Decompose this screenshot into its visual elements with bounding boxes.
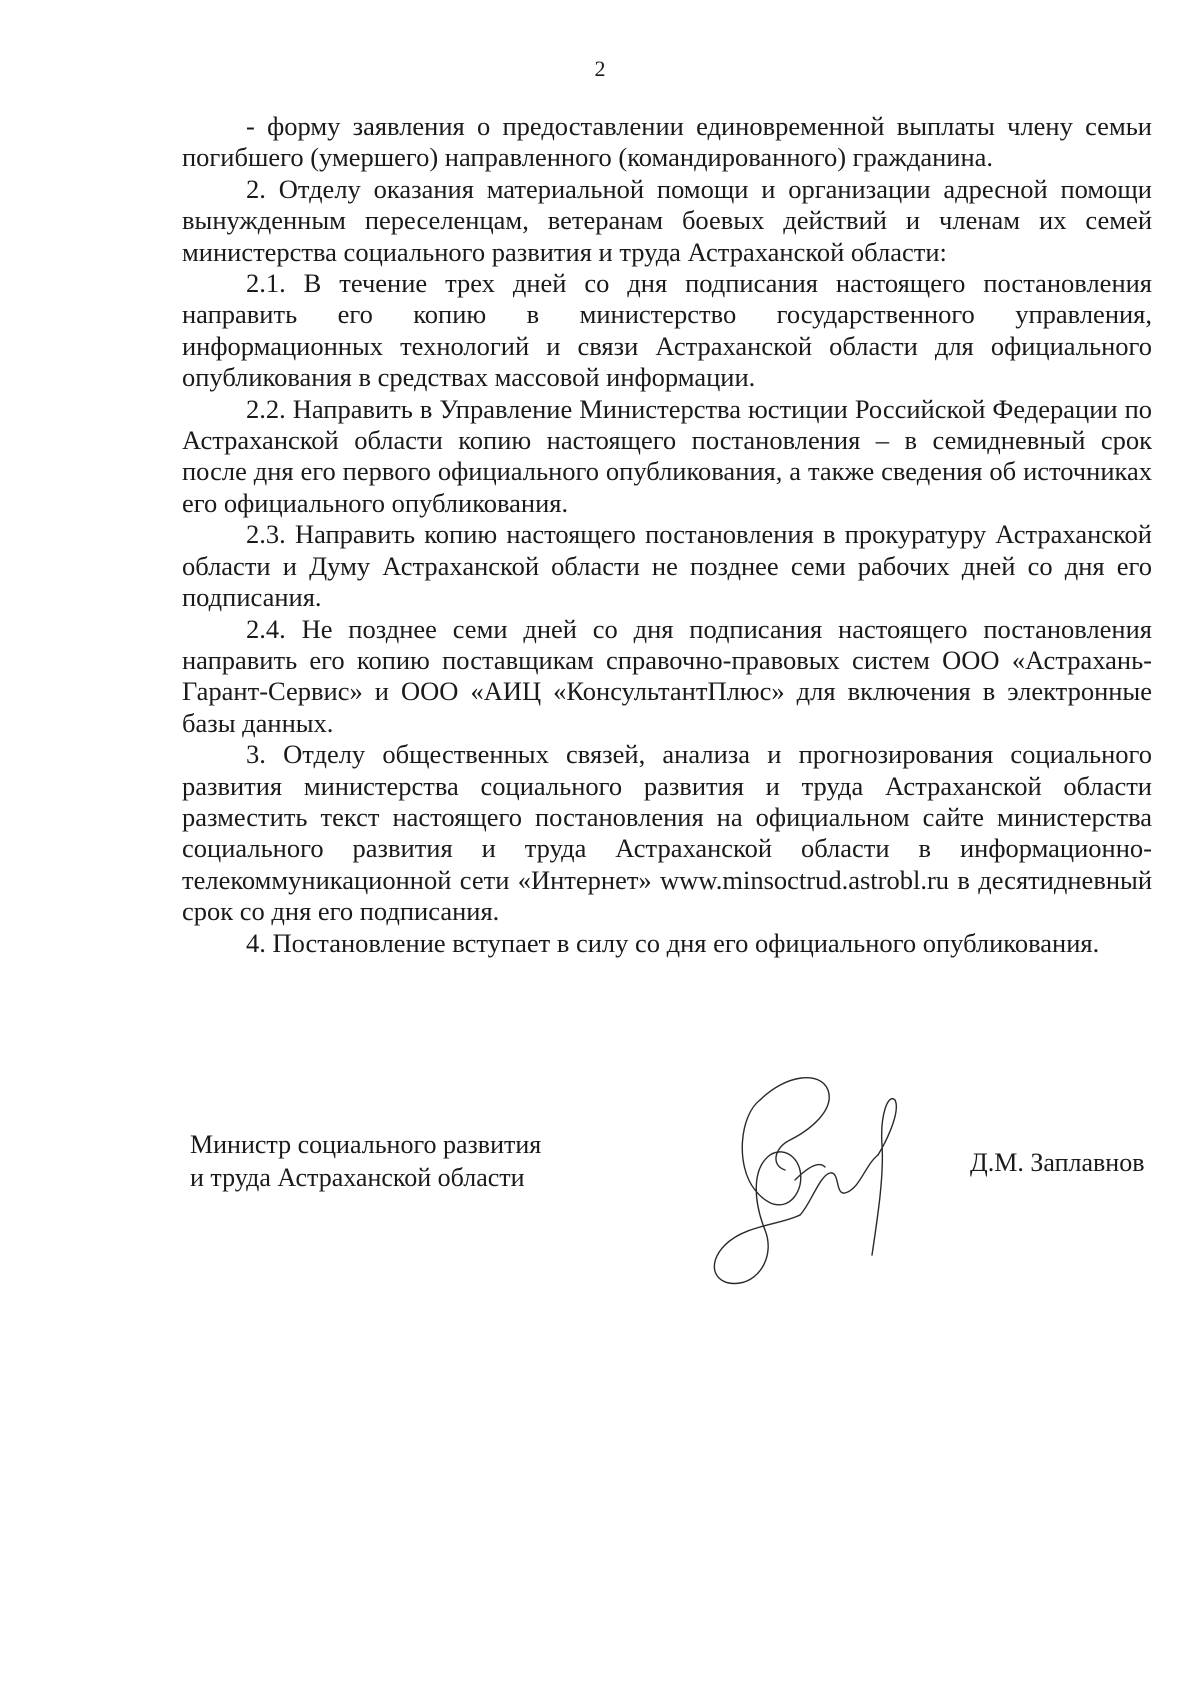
paragraph-2-4: 2.4. Не позднее семи дней со дня подписания настоящего постановления направить его копию поставщикам справочно-правовых систем ООО «Астрахань-Гарант-Сервис» и ООО «АИЦ «КонсультантПлюс» для включения в электронные базы данных. [182,613,1152,738]
paragraph-4: 4. Постановление вступает в силу со дня его официального опубликования. [246,927,1100,958]
paragraph-2: 2. Отделу оказания материальной помощи и организации адресной помощи вынужденным переселенцам, ветеранам боевых действий и членам их семей министерства социального развития и труда Астраханской области: [182,173,1152,267]
signatory-position [190,1128,541,1194]
paragraph-2-1: 2.1. В течение трех дней со дня подписания настоящего постановления направить его копию в министерство государственного управления, информационных технологий и связи Астраханской области для официального опубликования в средствах массовой информации. [182,268,1152,393]
position-line-2: и труда Астраханской области [190,1163,525,1192]
paragraph-3: 3. Отделу общественных связей, анализа и прогнозирования социального развития министерства социального развития и труда Астраханской области разместить текст настоящего постановления на официальном сайте министерства социального развития и труда Астраханской области в информационно-телекоммуникационной сети «Интернет» www.minsoctrud.astrobl.ru в десятидневный срок со дня его подписания. [182,739,1152,927]
position-line-1: Министр социального развития [190,1130,542,1159]
page-number: 2 [594,56,606,81]
signer-name: Д.М. Заплавнов [970,1148,1145,1177]
paragraph-application-form: - форму заявления о предоставлении единовременной выплаты члену семьи погибшего (умершего) направленного (командированного) гражданина. [182,111,1152,173]
paragraph-2-2: 2.2. Направить в Управление Министерства юстиции Российской Федерации по Астраханской области копию настоящего постановления – в семидневный срок после дня его первого официального опубликования, а также сведения об источниках его официального опубликования. [182,393,1152,518]
document-body [182,111,1152,959]
paragraph-2-3: 2.3. Направить копию настоящего постановления в прокуратуру Астраханской области и Думу Астраханской области не позднее семи рабочих дней со дня его подписания. [182,519,1152,613]
handwritten-signature [700,1055,915,1290]
